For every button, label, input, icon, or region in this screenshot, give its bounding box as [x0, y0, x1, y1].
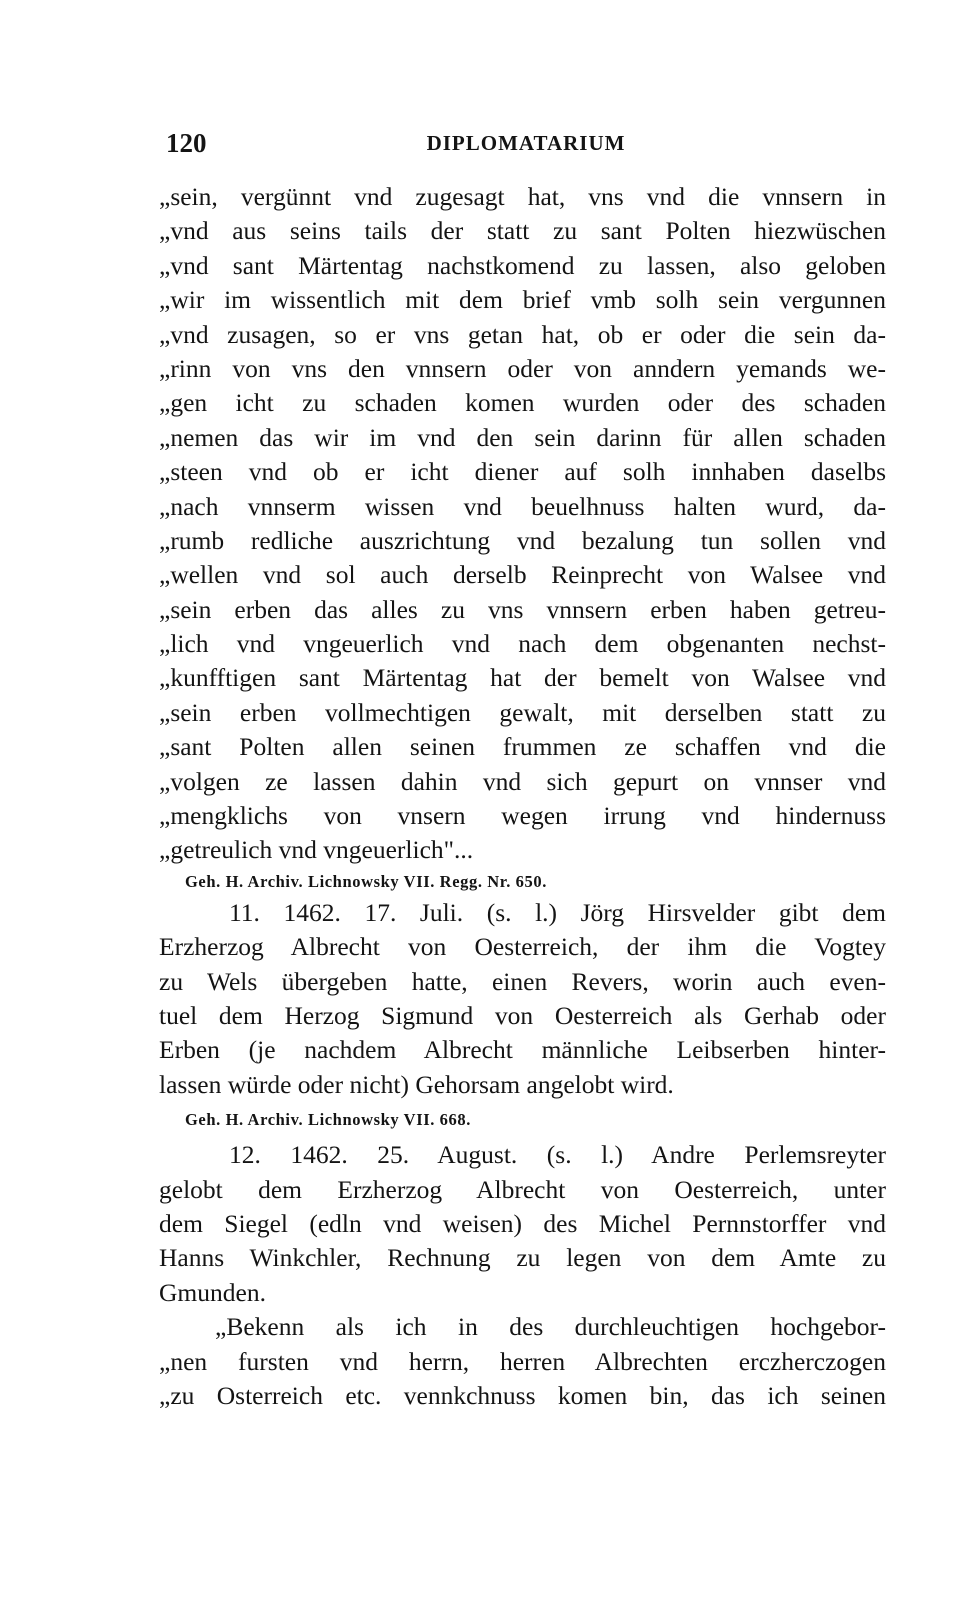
entry-11 [159, 896, 886, 1138]
text-line: „lich vnd vngeuerlich vnd nach dem obgenanten nechst- [159, 629, 886, 659]
source-citation: Geh. H. Archiv. Lichnowsky VII. 668. [185, 1110, 471, 1130]
text-line: Erzherzog Albrecht von Oesterreich, der ihm die Vogtey [159, 932, 886, 962]
entry-heading-line: 11. 1462. 17. Juli. (s. l.) Jörg Hirsvelder gibt dem [229, 897, 886, 927]
text-line: „wellen vnd sol auch derselb Reinprecht von Walsee vnd [159, 560, 886, 590]
quote-line: „zu Osterreich etc. vennkchnuss komen bin, das ich seinen [159, 1380, 886, 1410]
text-line: lassen würde oder nicht) Gehorsam angelobt wird. [159, 1069, 674, 1099]
text-line: „rumb redliche auszrichtung vnd bezalung tun sollen vnd [159, 525, 886, 555]
text-line: „vnd sant Märtentag nachstkomend zu lassen, also geloben [159, 250, 886, 280]
running-title: DIPLOMATARIUM [426, 131, 626, 155]
text-line: „nemen das wir im vnd den sein darinn für allen schaden [159, 422, 886, 452]
text-line: tuel dem Herzog Sigmund von Oesterreich als Gerhab oder [159, 1000, 886, 1030]
text-line: „sant Polten allen seinen frummen ze schaffen vnd die [159, 732, 886, 762]
quote-continuation [159, 180, 886, 896]
text-line: „steen vnd ob er icht diener auf solh innhaben daselbs [159, 457, 886, 487]
text-line: gelobt dem Erzherzog Albrecht von Oesterreich, unter [159, 1174, 886, 1204]
text-line: „volgen ze lassen dahin vnd sich gepurt on vnnser vnd [159, 766, 886, 796]
entry-heading-line: 12. 1462. 25. August. (s. l.) Andre Perlemsreyter [229, 1140, 886, 1170]
quote-line: „Bekenn als ich in des durchleuchtigen hochgebor- [215, 1312, 886, 1342]
text-line: „gen icht zu schaden komen wurden oder des schaden [159, 388, 886, 418]
text-line: Erben (je nachdem Albrecht männliche Leibserben hinter- [159, 1035, 886, 1065]
quote-line: „nen fursten vnd herrn, herren Albrechten erczherczogen [159, 1346, 886, 1376]
text-line: dem Siegel (edln vnd weisen) des Michel Pernnstorffer vnd [159, 1208, 886, 1238]
page-header [166, 126, 886, 166]
text-line: „getreulich vnd vngeuerlich"... [159, 835, 474, 865]
text-line: „sein erben das alles zu vns vnnsern erben haben getreu- [159, 594, 886, 624]
text-line: Gmunden. [159, 1277, 266, 1307]
text-line: „wir im wissentlich mit dem brief vmb solh sein vergunnen [159, 285, 886, 315]
text-line: Hanns Winkchler, Rechnung zu legen von dem Amte zu [159, 1243, 886, 1273]
page-number: 120 [166, 128, 207, 158]
text-line: „mengklichs von vnsern wegen irrung vnd hindernuss [159, 801, 886, 831]
text-line: „vnd aus seins tails der statt zu sant Polten hiezwüschen [159, 216, 886, 246]
body-text [159, 180, 886, 1413]
entry-12 [159, 1138, 886, 1413]
text-line: „rinn von vns den vnnsern oder von anndern yemands we- [159, 353, 886, 383]
text-line: „sein, vergünnt vnd zugesagt hat, vns vnd die vnnsern in [159, 182, 886, 211]
text-line: „sein erben vollmechtigen gewalt, mit derselben statt zu [159, 697, 886, 727]
text-line: „kunfftigen sant Märtentag hat der bemelt von Walsee vnd [159, 663, 886, 693]
text-line: „nach vnnserm wissen vnd beuelhnuss halten wurd, da- [159, 491, 886, 521]
text-line: zu Wels übergeben hatte, einen Revers, worin auch even- [159, 966, 886, 996]
source-citation: Geh. H. Archiv. Lichnowsky VII. Regg. Nr. 650. [185, 871, 547, 891]
text-line: „vnd zusagen, so er vns getan hat, ob er oder die sein da- [159, 319, 886, 349]
